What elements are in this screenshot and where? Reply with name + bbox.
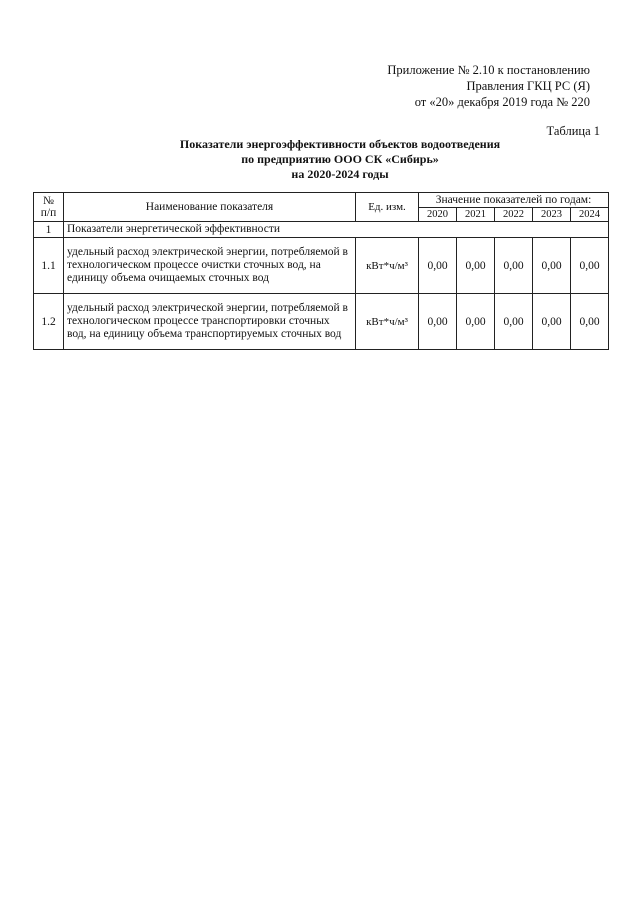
section-name: Показатели энергетической эффективности	[64, 222, 609, 238]
header-year-2023: 2023	[533, 208, 571, 222]
row-value-2022: 0,00	[495, 294, 533, 350]
header-num: № п/п	[34, 193, 64, 222]
title-line-2: по предприятию ООО СК «Сибирь»	[241, 152, 439, 166]
row-num: 1.2	[34, 294, 64, 350]
header-year-2020: 2020	[419, 208, 457, 222]
row-value-2021: 0,00	[457, 238, 495, 294]
document-title	[150, 137, 530, 182]
header-name: Наименование показателя	[64, 193, 356, 222]
row-unit: кВт*ч/м³	[356, 238, 419, 294]
row-value-2023: 0,00	[533, 238, 571, 294]
row-value-2020: 0,00	[419, 238, 457, 294]
appendix-line-3: от «20» декабря 2019 года № 220	[414, 95, 590, 109]
header-unit: Ед. изм.	[356, 193, 419, 222]
appendix-header	[387, 62, 590, 110]
row-num: 1.1	[34, 238, 64, 294]
table-row	[34, 294, 609, 350]
section-num: 1	[34, 222, 64, 238]
header-values: Значение показателей по годам:	[419, 193, 609, 208]
table-label: Таблица 1	[546, 124, 600, 138]
row-name: удельный расход электрической энергии, потребляемой в технологическом процессе транспортировки сточных вод, на единицу объема транспортируемых сточных вод	[64, 294, 356, 350]
section-row	[34, 222, 609, 238]
row-value-2021: 0,00	[457, 294, 495, 350]
indicators-table	[33, 192, 609, 350]
appendix-line-2: Правления ГКЦ РС (Я)	[466, 79, 590, 93]
title-line-3: на 2020-2024 годы	[291, 167, 389, 181]
table-header-row	[34, 193, 609, 208]
title-line-1: Показатели энергоэффективности объектов водоотведения	[179, 137, 501, 151]
row-value-2023: 0,00	[533, 294, 571, 350]
row-value-2024: 0,00	[571, 238, 609, 294]
header-year-2022: 2022	[495, 208, 533, 222]
row-unit: кВт*ч/м³	[356, 294, 419, 350]
row-value-2020: 0,00	[419, 294, 457, 350]
row-value-2022: 0,00	[495, 238, 533, 294]
appendix-line-1: Приложение № 2.10 к постановлению	[387, 63, 590, 77]
header-year-2021: 2021	[457, 208, 495, 222]
row-value-2024: 0,00	[571, 294, 609, 350]
row-name: удельный расход электрической энергии, потребляемой в технологическом процессе очистки сточных вод, на единицу объема очищаемых сточных вод	[64, 238, 356, 294]
header-year-2024: 2024	[571, 208, 609, 222]
table-row	[34, 238, 609, 294]
